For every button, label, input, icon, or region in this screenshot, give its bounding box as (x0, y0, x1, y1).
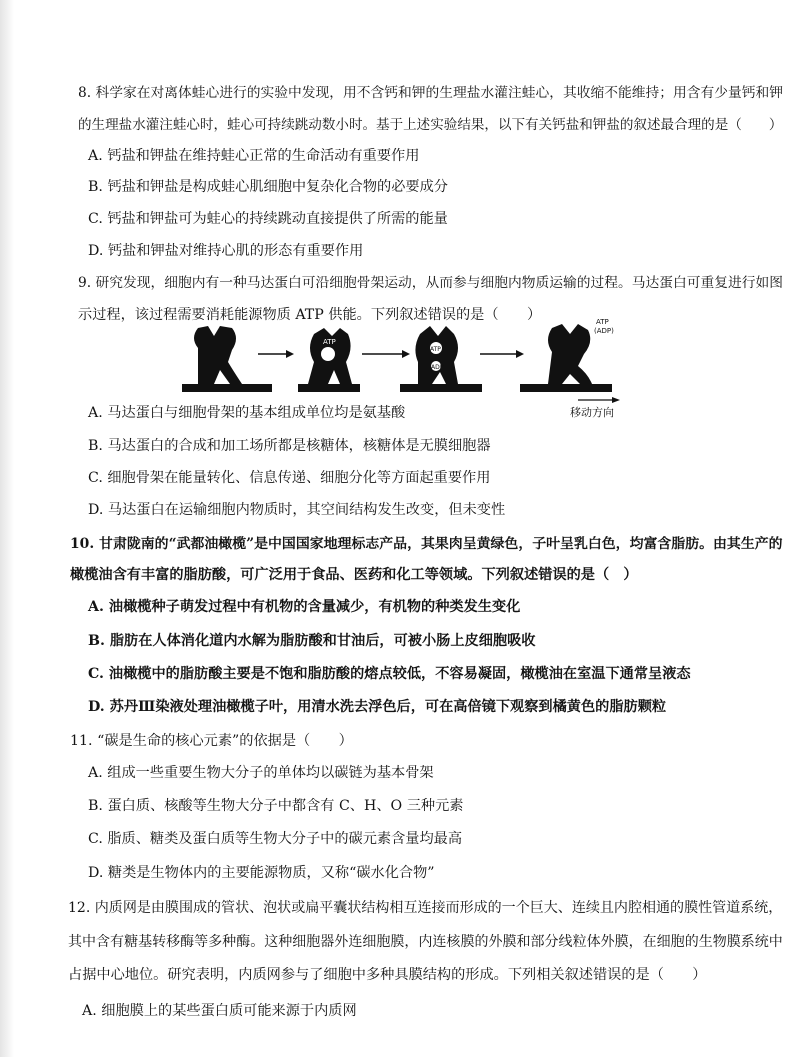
q9-stem-line2: 示过程，该过程需要消耗能源物质 ATP 供能。下列叙述错误的是（ ） (78, 307, 542, 323)
q9-option-d: D. 马达蛋白在运输细胞内物质时，其空间结构发生改变，但未变性 (88, 502, 506, 518)
direction-label: 移动方向 (570, 406, 614, 419)
q8-option-d: D. 钙盐和钾盐对维持心肌的形态有重要作用 (88, 243, 364, 259)
motor-protein-stage-3 (400, 326, 482, 392)
q10-stem-line2: 橄榄油含有丰富的脂肪酸，可广泛用于食品、医药和化工等领域。下列叙述错误的是（ ） (70, 567, 638, 583)
label-atp-1: ATP (323, 338, 336, 346)
q10-option-a: A. 油橄榄种子萌发过程中有机物的含量减少，有机物的种类发生变化 (88, 599, 521, 615)
q10-option-c: C. 油橄榄中的脂肪酸主要是不饱和脂肪酸的熔点较低，不容易凝固，橄榄油在室温下通常呈液态 (88, 666, 691, 682)
label-adp-2: (ADP) (594, 327, 614, 335)
q11-option-c: C. 脂质、糖类及蛋白质等生物大分子中的碳元素含量均最高 (88, 831, 463, 847)
q10-option-d: D. 苏丹Ⅲ染液处理油橄榄子叶，用清水洗去浮色后，可在高倍镜下观察到橘黄色的脂肪颗粒 (88, 699, 667, 715)
q8-stem-line2: 的生理盐水灌注蛙心时，蛙心可持续跳动数小时。基于上述实验结果，以下有关钙盐和钾盐的叙述最合理的是（ ） (78, 117, 783, 133)
q10-option-b: B. 脂肪在人体消化道内水解为脂肪酸和甘油后，可被小肠上皮细胞吸收 (88, 633, 536, 649)
q9-stem-line1: 9. 研究发现，细胞内有一种马达蛋白可沿细胞骨架运动，从而参与细胞内物质运输的过程。马达蛋白可重复进行如图 (78, 275, 783, 291)
q8-option-c: C. 钙盐和钾盐可为蛙心的持续跳动直接提供了所需的能量 (88, 211, 448, 227)
q9-option-c: C. 细胞骨架在能量转化、信息传递、细胞分化等方面起重要作用 (88, 470, 491, 486)
scan-edge-shadow (0, 0, 14, 1057)
q8-option-a: A. 钙盐和钾盐在维持蛙心正常的生命活动有重要作用 (88, 148, 420, 164)
arrow-1 (258, 350, 294, 358)
q9-option-a: A. 马达蛋白与细胞骨架的基本组成单位均是氨基酸 (88, 405, 406, 421)
q11-option-b: B. 蛋白质、核酸等生物大分子中都含有 C、H、O 三种元素 (88, 798, 464, 814)
q12-stem-line1: 12. 内质网是由膜围成的管状、泡状或扁平囊状结构相互连接而形成的一个巨大、连续且内腔相通的膜性管道系统， (68, 900, 783, 916)
label-atp-3: ATP (596, 318, 609, 326)
q8-stem-line1: 8. 科学家在对离体蛙心进行的实验中发现，用不含钙和钾的生理盐水灌注蛙心，其收缩不能维持；用含有少量钙和钾 (78, 85, 783, 101)
q8-option-b: B. 钙盐和钾盐是构成蛙心肌细胞中复杂化合物的必要成分 (88, 179, 448, 195)
label-adp-1: ADP (431, 364, 444, 371)
q9-option-b: B. 马达蛋白的合成和加工场所都是核糖体，核糖体是无膜细胞器 (88, 438, 491, 454)
arrow-2 (362, 350, 410, 358)
q11-option-a: A. 组成一些重要生物大分子的单体均以碳链为基本骨架 (88, 765, 434, 781)
arrow-3 (480, 350, 524, 358)
q10-stem-line1: 10. 甘肃陇南的“武都油橄榄”是中国国家地理标志产品，其果肉呈黄绿色，子叶呈乳白色，均富含脂肪。由其生产的 (70, 536, 783, 552)
label-atp-2: ATP (430, 346, 441, 353)
q12-stem-line3: 占据中心地位。研究表明，内质网参与了细胞中多种具膜结构的形成。下列相关叙述错误的是（ ） (68, 967, 707, 983)
q12-stem-line2: 其中含有糖基转移酶等多种酶。这种细胞器外连细胞膜，内连核膜的外膜和部分线粒体外膜，在细胞的生物膜系统中 (68, 934, 783, 950)
q11-option-d: D. 糖类是生物体内的主要能源物质，又称“碳水化合物” (88, 865, 435, 881)
q11-stem: 11. “碳是生命的核心元素”的依据是（ ） (70, 733, 353, 749)
direction-arrow (578, 397, 620, 403)
q12-option-a: A. 细胞膜上的某些蛋白质可能来源于内质网 (82, 1003, 357, 1019)
motor-protein-stage-1 (182, 326, 272, 392)
